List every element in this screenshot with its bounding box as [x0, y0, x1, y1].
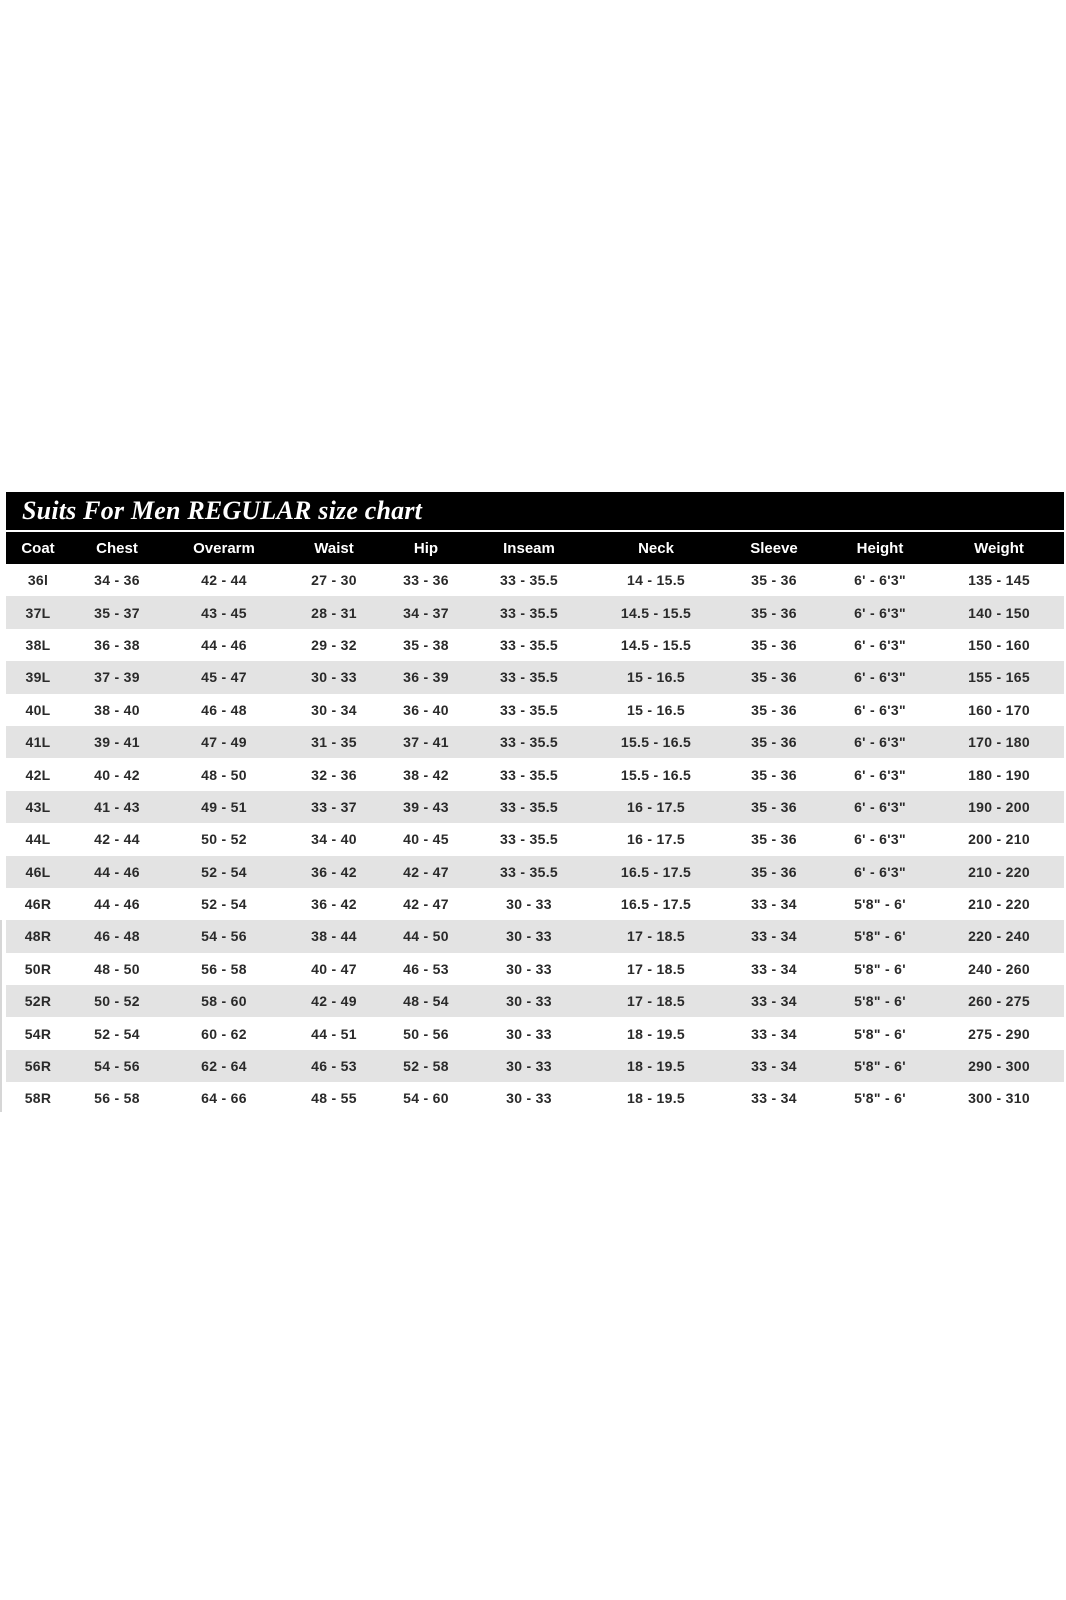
- cell-weight: 135 - 145: [968, 572, 1030, 589]
- table-row: [6, 920, 1064, 952]
- cell-sleeve: 35 - 36: [751, 766, 797, 783]
- cell-overarm: 48 - 50: [201, 766, 247, 783]
- cell-sleeve: 35 - 36: [751, 798, 797, 815]
- size-chart-header: [6, 532, 1064, 564]
- cell-waist: 42 - 49: [311, 993, 357, 1010]
- cell-hip: 44 - 50: [403, 928, 449, 945]
- cell-waist: 33 - 37: [311, 798, 357, 815]
- cell-coat: 38L: [25, 636, 51, 653]
- cell-inseam: 33 - 35.5: [500, 831, 558, 848]
- cell-chest: 35 - 37: [94, 604, 140, 621]
- cell-waist: 38 - 44: [311, 928, 357, 945]
- column-header-neck: Neck: [638, 539, 674, 557]
- cell-height: 6' - 6'3": [854, 669, 906, 686]
- cell-inseam: 33 - 35.5: [500, 572, 558, 589]
- table-row: [6, 629, 1064, 661]
- cell-overarm: 50 - 52: [201, 831, 247, 848]
- cell-height: 5'8" - 6': [854, 1025, 906, 1042]
- cell-chest: 50 - 52: [94, 993, 140, 1010]
- cell-coat: 36l: [27, 572, 49, 589]
- table-row: [6, 694, 1064, 726]
- cell-height: 5'8" - 6': [854, 896, 906, 913]
- cell-sleeve: 35 - 36: [751, 701, 797, 718]
- cell-weight: 210 - 220: [968, 863, 1030, 880]
- cell-inseam: 30 - 33: [506, 960, 552, 977]
- table-row: [6, 888, 1064, 920]
- cell-height: 6' - 6'3": [854, 863, 906, 880]
- cell-waist: 30 - 33: [311, 669, 357, 686]
- cell-coat: 44L: [25, 831, 51, 848]
- table-row: [6, 564, 1064, 596]
- cell-weight: 180 - 190: [968, 766, 1030, 783]
- cell-inseam: 33 - 35.5: [500, 798, 558, 815]
- cell-inseam: 30 - 33: [506, 1090, 552, 1107]
- cell-overarm: 58 - 60: [201, 993, 247, 1010]
- cell-sleeve: 33 - 34: [751, 1090, 797, 1107]
- cell-chest: 54 - 56: [94, 1058, 140, 1075]
- cell-overarm: 45 - 47: [201, 669, 247, 686]
- column-header-hip: Hip: [413, 539, 439, 557]
- cell-chest: 36 - 38: [94, 636, 140, 653]
- cell-height: 5'8" - 6': [854, 1058, 906, 1075]
- cell-coat: 39L: [25, 669, 51, 686]
- cell-neck: 15 - 16.5: [627, 701, 685, 718]
- cell-height: 5'8" - 6': [854, 993, 906, 1010]
- cell-chest: 46 - 48: [94, 928, 140, 945]
- cell-inseam: 33 - 35.5: [500, 669, 558, 686]
- cell-waist: 28 - 31: [311, 604, 357, 621]
- cell-sleeve: 33 - 34: [751, 1025, 797, 1042]
- cell-weight: 155 - 165: [968, 669, 1030, 686]
- cell-height: 5'8" - 6': [854, 1090, 906, 1107]
- cell-overarm: 42 - 44: [201, 572, 247, 589]
- cell-coat: 37L: [25, 604, 51, 621]
- cell-overarm: 47 - 49: [201, 734, 247, 751]
- cell-height: 6' - 6'3": [854, 636, 906, 653]
- cell-hip: 36 - 39: [403, 669, 449, 686]
- cell-inseam: 33 - 35.5: [500, 863, 558, 880]
- cell-inseam: 33 - 35.5: [500, 636, 558, 653]
- cell-hip: 37 - 41: [403, 734, 449, 751]
- cell-chest: 44 - 46: [94, 896, 140, 913]
- cell-weight: 300 - 310: [968, 1090, 1030, 1107]
- cell-neck: 14 - 15.5: [627, 572, 685, 589]
- cell-neck: 15.5 - 16.5: [620, 734, 692, 751]
- cell-hip: 40 - 45: [403, 831, 449, 848]
- size-chart: [6, 492, 1064, 1115]
- cell-sleeve: 35 - 36: [751, 669, 797, 686]
- cell-neck: 17 - 18.5: [627, 928, 685, 945]
- cell-waist: 44 - 51: [311, 1025, 357, 1042]
- table-row: [6, 985, 1064, 1017]
- column-header-sleeve: Sleeve: [750, 539, 798, 557]
- cell-sleeve: 33 - 34: [751, 1058, 797, 1075]
- size-chart-body: [6, 564, 1064, 1115]
- column-header-overarm: Overarm: [193, 539, 255, 557]
- cell-height: 5'8" - 6': [854, 960, 906, 977]
- cell-sleeve: 35 - 36: [751, 863, 797, 880]
- cell-neck: 14.5 - 15.5: [620, 636, 692, 653]
- cell-chest: 52 - 54: [94, 1025, 140, 1042]
- cell-hip: 42 - 47: [403, 896, 449, 913]
- cell-coat: 42L: [25, 766, 51, 783]
- cell-weight: 200 - 210: [968, 831, 1030, 848]
- cell-weight: 260 - 275: [968, 993, 1030, 1010]
- size-chart-table: [6, 532, 1064, 1115]
- column-header-inseam: Inseam: [503, 539, 555, 557]
- cell-waist: 40 - 47: [311, 960, 357, 977]
- cell-overarm: 46 - 48: [201, 701, 247, 718]
- cell-chest: 56 - 58: [94, 1090, 140, 1107]
- cell-neck: 15.5 - 16.5: [620, 766, 692, 783]
- cell-chest: 48 - 50: [94, 960, 140, 977]
- cell-overarm: 52 - 54: [201, 863, 247, 880]
- cell-overarm: 44 - 46: [201, 636, 247, 653]
- table-row: [6, 823, 1064, 855]
- cell-neck: 16 - 17.5: [627, 798, 685, 815]
- cell-neck: 18 - 19.5: [627, 1025, 685, 1042]
- cell-coat: 46R: [24, 896, 52, 913]
- cell-overarm: 64 - 66: [201, 1090, 247, 1107]
- cell-hip: 48 - 54: [403, 993, 449, 1010]
- cell-neck: 14.5 - 15.5: [620, 604, 692, 621]
- cell-inseam: 33 - 35.5: [500, 604, 558, 621]
- table-row: [6, 1082, 1064, 1114]
- table-row: [6, 856, 1064, 888]
- cell-waist: 29 - 32: [311, 636, 357, 653]
- column-header-height: Height: [856, 539, 904, 557]
- cell-overarm: 60 - 62: [201, 1025, 247, 1042]
- cell-overarm: 62 - 64: [201, 1058, 247, 1075]
- cell-overarm: 56 - 58: [201, 960, 247, 977]
- cell-coat: 48R: [24, 928, 52, 945]
- cell-hip: 39 - 43: [403, 798, 449, 815]
- cell-chest: 37 - 39: [94, 669, 140, 686]
- cell-waist: 36 - 42: [311, 863, 357, 880]
- cell-height: 6' - 6'3": [854, 734, 906, 751]
- cell-waist: 30 - 34: [311, 701, 357, 718]
- cell-hip: 34 - 37: [403, 604, 449, 621]
- cell-hip: 33 - 36: [403, 572, 449, 589]
- table-row: [6, 758, 1064, 790]
- cell-weight: 150 - 160: [968, 636, 1030, 653]
- cell-waist: 27 - 30: [311, 572, 357, 589]
- cell-sleeve: 33 - 34: [751, 960, 797, 977]
- cell-height: 6' - 6'3": [854, 831, 906, 848]
- cell-weight: 190 - 200: [968, 798, 1030, 815]
- cell-hip: 42 - 47: [403, 863, 449, 880]
- column-header-waist: Waist: [314, 539, 354, 557]
- cell-neck: 18 - 19.5: [627, 1090, 685, 1107]
- cell-weight: 140 - 150: [968, 604, 1030, 621]
- cell-chest: 40 - 42: [94, 766, 140, 783]
- cell-hip: 35 - 38: [403, 636, 449, 653]
- cell-sleeve: 33 - 34: [751, 896, 797, 913]
- cell-neck: 15 - 16.5: [627, 669, 685, 686]
- cell-coat: 50R: [24, 960, 52, 977]
- cell-height: 6' - 6'3": [854, 798, 906, 815]
- size-chart-title: Suits For Men REGULAR size chart: [22, 496, 423, 525]
- cell-neck: 16.5 - 17.5: [620, 863, 692, 880]
- cell-hip: 36 - 40: [403, 701, 449, 718]
- cell-coat: 43L: [25, 798, 51, 815]
- cell-coat: 41L: [25, 734, 51, 751]
- cell-chest: 38 - 40: [94, 701, 140, 718]
- cell-neck: 17 - 18.5: [627, 993, 685, 1010]
- cell-hip: 46 - 53: [403, 960, 449, 977]
- cell-sleeve: 35 - 36: [751, 831, 797, 848]
- cell-weight: 240 - 260: [968, 960, 1030, 977]
- cell-chest: 41 - 43: [94, 798, 140, 815]
- cell-sleeve: 35 - 36: [751, 734, 797, 751]
- cell-coat: 40L: [25, 701, 51, 718]
- table-row: [6, 661, 1064, 693]
- cell-chest: 42 - 44: [94, 831, 140, 848]
- cell-height: 6' - 6'3": [854, 701, 906, 718]
- cell-waist: 48 - 55: [311, 1090, 357, 1107]
- cell-height: 6' - 6'3": [854, 572, 906, 589]
- cell-chest: 39 - 41: [94, 734, 140, 751]
- cell-weight: 210 - 220: [968, 896, 1030, 913]
- cell-waist: 34 - 40: [311, 831, 357, 848]
- cell-weight: 220 - 240: [968, 928, 1030, 945]
- cell-neck: 17 - 18.5: [627, 960, 685, 977]
- table-row: [6, 726, 1064, 758]
- cell-sleeve: 35 - 36: [751, 636, 797, 653]
- cell-sleeve: 33 - 34: [751, 993, 797, 1010]
- left-edge-rule: [0, 920, 2, 1112]
- cell-coat: 58R: [24, 1090, 52, 1107]
- cell-inseam: 33 - 35.5: [500, 701, 558, 718]
- table-row: [6, 1050, 1064, 1082]
- cell-chest: 44 - 46: [94, 863, 140, 880]
- cell-inseam: 30 - 33: [506, 1058, 552, 1075]
- size-chart-title-bar: [6, 492, 1064, 532]
- header-row: [6, 532, 1064, 564]
- cell-neck: 18 - 19.5: [627, 1058, 685, 1075]
- cell-inseam: 30 - 33: [506, 896, 552, 913]
- cell-sleeve: 35 - 36: [751, 572, 797, 589]
- column-header-weight: Weight: [974, 539, 1024, 557]
- cell-sleeve: 35 - 36: [751, 604, 797, 621]
- cell-height: 6' - 6'3": [854, 766, 906, 783]
- column-header-coat: Coat: [21, 539, 55, 557]
- column-header-chest: Chest: [96, 539, 138, 557]
- cell-weight: 160 - 170: [968, 701, 1030, 718]
- table-row: [6, 1017, 1064, 1049]
- cell-sleeve: 33 - 34: [751, 928, 797, 945]
- cell-inseam: 30 - 33: [506, 1025, 552, 1042]
- cell-overarm: 43 - 45: [201, 604, 247, 621]
- cell-height: 6' - 6'3": [854, 604, 906, 621]
- cell-overarm: 54 - 56: [201, 928, 247, 945]
- cell-hip: 50 - 56: [403, 1025, 449, 1042]
- cell-neck: 16.5 - 17.5: [620, 896, 692, 913]
- cell-coat: 56R: [24, 1058, 52, 1075]
- cell-waist: 46 - 53: [311, 1058, 357, 1075]
- cell-coat: 54R: [24, 1025, 52, 1042]
- cell-inseam: 33 - 35.5: [500, 766, 558, 783]
- cell-weight: 170 - 180: [968, 734, 1030, 751]
- cell-inseam: 33 - 35.5: [500, 734, 558, 751]
- cell-hip: 54 - 60: [403, 1090, 449, 1107]
- cell-chest: 34 - 36: [94, 572, 140, 589]
- cell-waist: 32 - 36: [311, 766, 357, 783]
- cell-inseam: 30 - 33: [506, 928, 552, 945]
- cell-coat: 46L: [25, 863, 51, 880]
- cell-overarm: 52 - 54: [201, 896, 247, 913]
- cell-hip: 38 - 42: [403, 766, 449, 783]
- table-row: [6, 791, 1064, 823]
- cell-height: 5'8" - 6': [854, 928, 906, 945]
- cell-weight: 290 - 300: [968, 1058, 1030, 1075]
- cell-waist: 31 - 35: [311, 734, 357, 751]
- cell-neck: 16 - 17.5: [627, 831, 685, 848]
- cell-coat: 52R: [24, 993, 52, 1010]
- table-row: [6, 596, 1064, 628]
- cell-overarm: 49 - 51: [201, 798, 247, 815]
- cell-hip: 52 - 58: [403, 1058, 449, 1075]
- table-row: [6, 953, 1064, 985]
- cell-inseam: 30 - 33: [506, 993, 552, 1010]
- cell-weight: 275 - 290: [968, 1025, 1030, 1042]
- cell-waist: 36 - 42: [311, 896, 357, 913]
